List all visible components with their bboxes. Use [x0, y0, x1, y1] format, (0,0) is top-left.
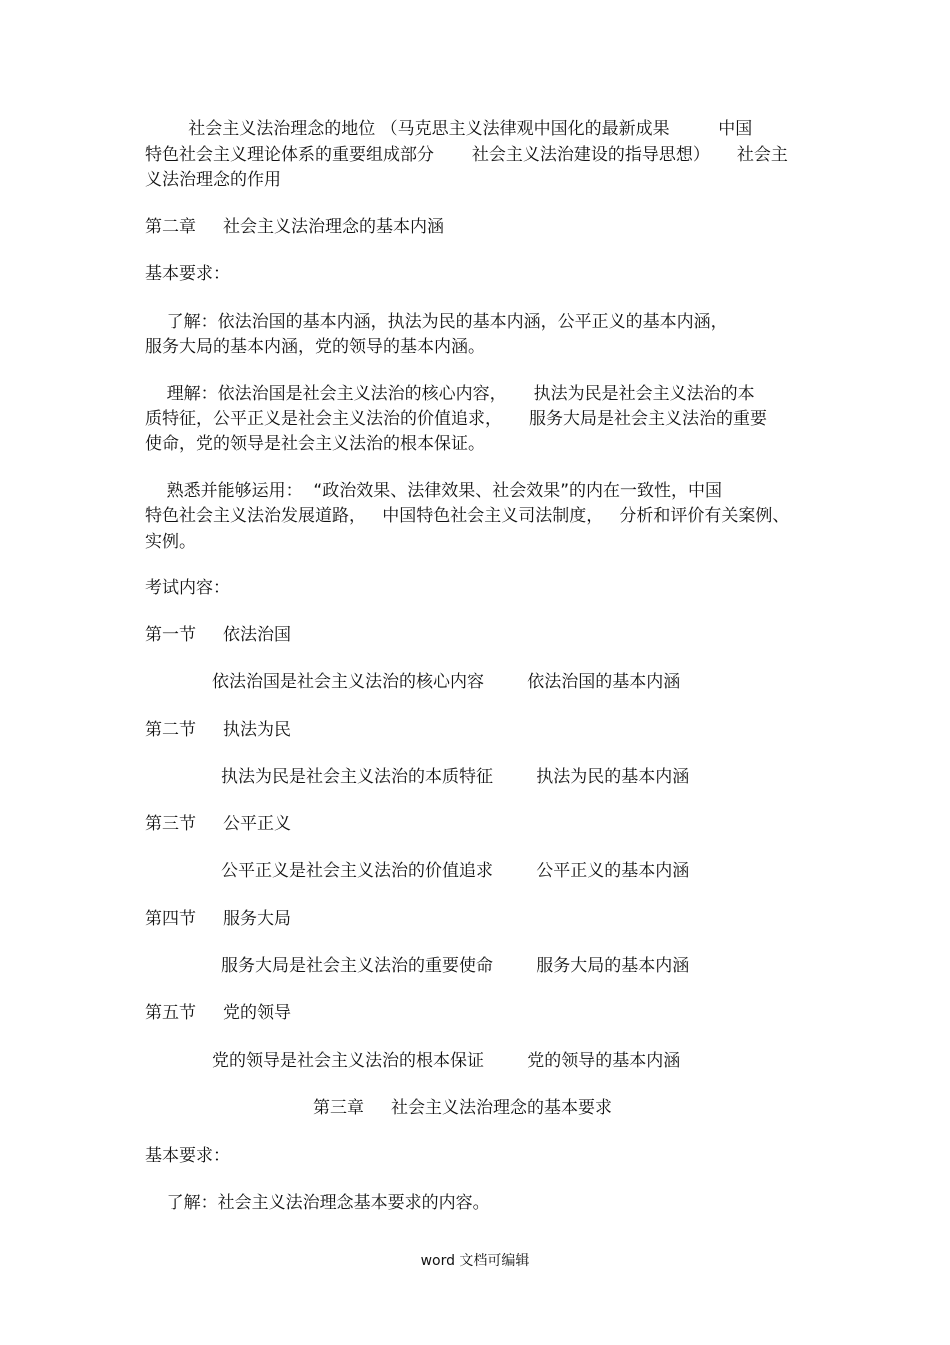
section-2-content: 执法为民是社会主义法治的本质特征 执法为民的基本内涵 — [221, 767, 690, 787]
section-3-heading: 第三节 公平正义 — [145, 814, 292, 834]
section-4-content: 服务大局是社会主义法治的重要使命 服务大局的基本内涵 — [221, 956, 690, 976]
section-5-content: 党的领导是社会主义法治的根本保证 党的领导的基本内涵 — [212, 1051, 681, 1071]
apply-line-1: 熟悉并能够运用： “政治效果、法律效果、社会效果”的内在一致性，中国 — [145, 481, 723, 501]
page-footer: word 文档可编辑 — [420, 1253, 530, 1269]
intro-line-1: 社会主义法治理念的地位 （马克思主义法律观中国化的最新成果 中国 — [145, 119, 753, 139]
basic-requirements-label: 基本要求： — [145, 264, 230, 284]
section-4-heading: 第四节 服务大局 — [145, 909, 292, 929]
apply-line-2: 特色社会主义法治发展道路， 中国特色社会主义司法制度， 分析和评价有关案例、 — [145, 506, 790, 526]
exam-content-label: 考试内容： — [145, 578, 230, 598]
intro-line-3: 义法治理念的作用 — [145, 170, 281, 190]
basic-requirements-label-2: 基本要求： — [145, 1146, 230, 1166]
apply-line-3: 实例。 — [145, 532, 196, 552]
chapter-3-heading: 第三章 社会主义法治理念的基本要求 — [313, 1098, 613, 1118]
comprehend-line-2: 质特征，公平正义是社会主义法治的价值追求， 服务大局是社会主义法治的重要 — [145, 409, 768, 429]
understand-line-chapter-3: 了解：社会主义法治理念基本要求的内容。 — [145, 1193, 490, 1213]
section-3-content: 公平正义是社会主义法治的价值追求 公平正义的基本内涵 — [221, 861, 690, 881]
section-1-heading: 第一节 依法治国 — [145, 625, 292, 645]
section-2-heading: 第二节 执法为民 — [145, 720, 292, 740]
understand-line-2: 服务大局的基本内涵，党的领导的基本内涵。 — [145, 337, 485, 357]
comprehend-line-3: 使命，党的领导是社会主义法治的根本保证。 — [145, 434, 485, 454]
understand-line-1: 了解：依法治国的基本内涵，执法为民的基本内涵，公平正义的基本内涵， — [145, 312, 728, 332]
section-1-content: 依法治国是社会主义法治的核心内容 依法治国的基本内涵 — [212, 672, 681, 692]
chapter-2-heading: 第二章 社会主义法治理念的基本内涵 — [145, 217, 445, 237]
intro-line-2: 特色社会主义理论体系的重要组成部分 社会主义法治建设的指导思想） 社会主 — [145, 145, 788, 165]
comprehend-line-1: 理解：依法治国是社会主义法治的核心内容， 执法为民是社会主义法治的本 — [145, 384, 755, 404]
section-5-heading: 第五节 党的领导 — [145, 1003, 292, 1023]
